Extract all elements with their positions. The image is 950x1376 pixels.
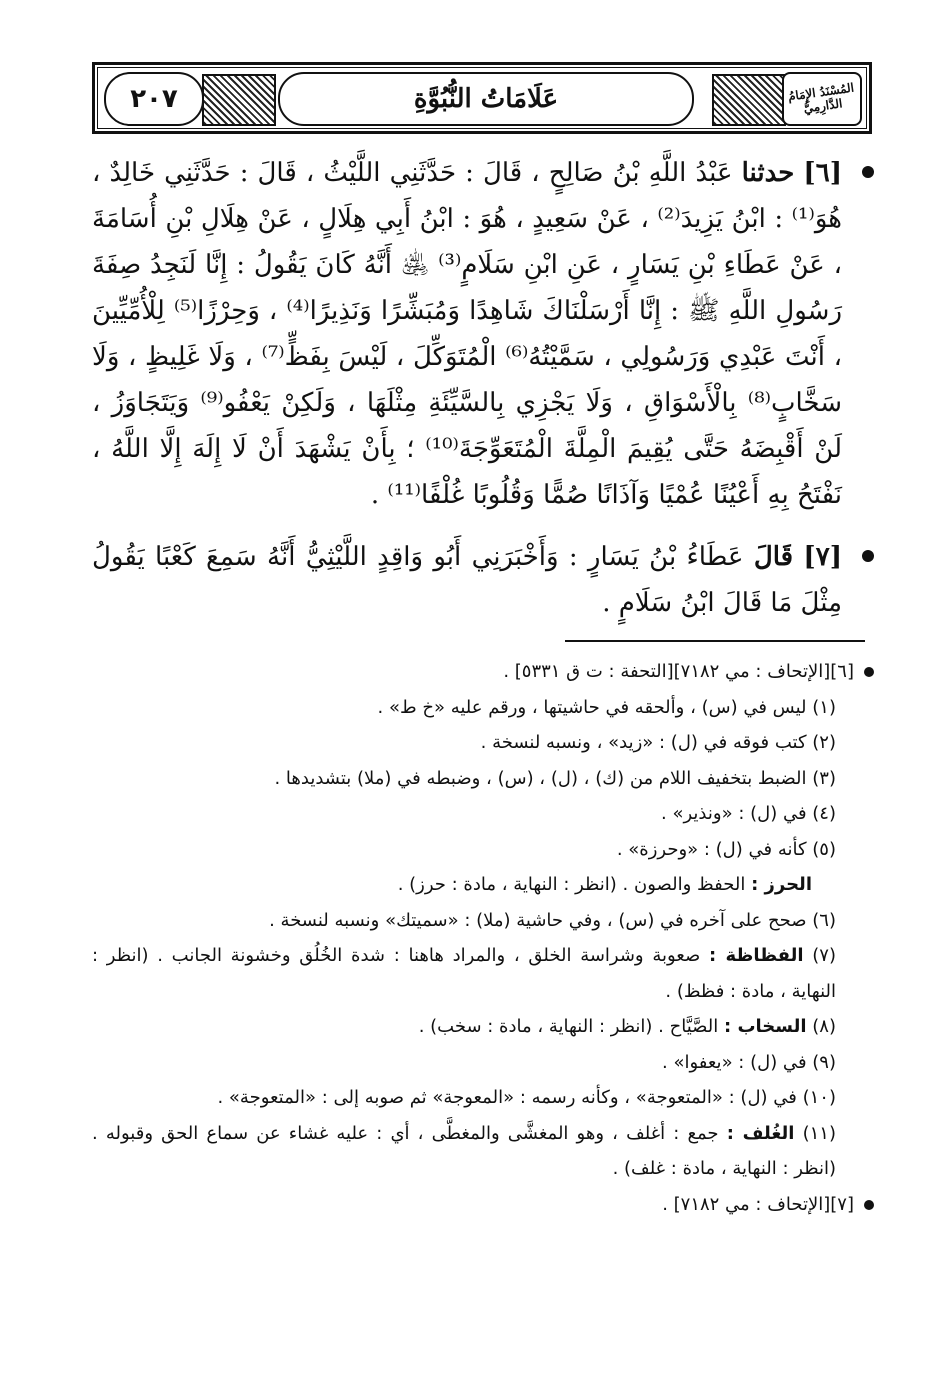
- gloss-text: الحفظ والصون . (انظر : النهاية ، مادة : حرز) .: [397, 874, 746, 895]
- hadith-lead: حدثنا: [741, 158, 795, 188]
- footnote-text: (٥) كأنه في (ل) : «وحرزة» .: [616, 838, 836, 860]
- bullet-icon: [864, 1200, 874, 1210]
- footnote-number: (٧): [812, 945, 836, 966]
- footnote-4: [92, 796, 872, 832]
- seal-text: المُسْنَدُ الإِمَامُ الدَّارِمِيُّ: [787, 80, 855, 116]
- gloss-text: الصَّيَّاح . (انظر : النهاية ، مادة : سخب) .: [418, 1016, 719, 1037]
- ornament-right: [712, 74, 786, 126]
- footnote-divider: [565, 640, 865, 642]
- hadith-6: [92, 150, 872, 518]
- footnote-text: [٦][الإتحاف : مي ٧١٨٢][التحفة : ت ق ٥٣٣١] .: [503, 661, 854, 682]
- footnote-3: [92, 761, 872, 797]
- gloss-text: جمع : أغلف ، وهو المغشَّى والمغطَّى ، أي : عليه غشاء عن سماع الحق وقبوله . (انظر : النهاية ، مادة : غلف) .: [92, 1122, 836, 1179]
- footnote-ref-6: [92, 654, 872, 690]
- footnote-number: (١١): [802, 1122, 836, 1144]
- bullet-icon: [864, 667, 874, 677]
- ornament-left: [202, 74, 276, 126]
- footnote-8: [92, 1009, 872, 1045]
- hadith-text: عَطَاءُ بْنُ يَسَارٍ : وَأَخْبَرَنِي أَبُو وَاقِدٍ اللَّيْثِيُّ أَنَّهُ سَمِعَ كَعْبًا يَقُولُ مِثْلَ مَا قَالَ ابْنُ سَلَامٍ .: [92, 542, 842, 618]
- footnote-text: (٣) الضبط بتخفيف اللام من (ك) ، (ل) ، (س) ، وضبطه في (ملا) بتشديدها .: [274, 767, 836, 789]
- footnote-ref-7: [92, 1187, 872, 1223]
- footnote-9: [92, 1045, 872, 1081]
- hadith-lead: قَالَ: [753, 542, 794, 572]
- gloss-term: الغُلف :: [726, 1122, 795, 1144]
- footnote-10: [92, 1080, 872, 1116]
- page-number: ٢٠٧: [130, 84, 178, 114]
- footnote-7: [92, 938, 872, 1009]
- footnote-number: (٨): [812, 1016, 836, 1037]
- running-header: [92, 62, 872, 134]
- footnote-2: [92, 725, 872, 761]
- footnote-6: [92, 903, 872, 939]
- hadith-7: [92, 534, 872, 626]
- bullet-icon: [862, 550, 874, 562]
- footnote-5: [92, 832, 872, 868]
- hadith-text: عَبْدُ اللَّهِ بْنُ صَالِحٍ ، قَالَ : حَدَّثَنِي اللَّيْثُ ، قَالَ : حَدَّثَنِي خَالِدٌ ، هُوَ⁽¹⁾ : ابْنُ يَزِيدَ⁽²⁾ ، عَنْ سَعِيدٍ ، هُوَ : ابْنُ أَبِي هِلَالٍ ، عَنْ هِلَالِ بْنِ أُسَامَةَ ، عَنْ عَطَاءِ بْنِ يَسَارٍ ، عَنِ ابْنِ سَلَامٍ⁽³⁾ ﵁ أَنَّهُ كَانَ يَقُولُ : إِنَّا لَنَجِدُ صِفَةَ رَسُولِ اللَّهِ ﷺ : إِنَّا أَرْسَلْنَاكَ شَاهِدًا وَمُبَشِّرًا وَنَذِيرًا⁽⁴⁾ ، وَحِرْزًا⁽⁵⁾ لِلْأُمِّيِّينَ ، أَنْتَ عَبْدِي وَرَسُولِي ، سَمَّيْتُهُ⁽⁶⁾ الْمُتَوَكِّلَ ، لَيْسَ بِفَظٍّ⁽⁷⁾ ، وَلَا غَلِيظٍ ، وَلَا سَخَّابٍ⁽⁸⁾ بِالْأَسْوَاقِ ، وَلَا يَجْزِي بِالسَّيِّئَةِ مِثْلَهَا ، وَلَكِنْ يَعْفُو⁽⁹⁾ وَيَتَجَاوَزُ ، لَنْ أَقْبِضَهُ حَتَّى يُقِيمَ الْمِلَّةَ الْمُتَعَوِّجَةَ⁽¹⁰⁾ ؛ بِأَنْ يَشْهَدَ أَنْ لَا إِلَهَ إِلَّا اللَّهُ ، نَفْتَحُ بِهِ أَعْيُنًا عُمْيًا وَآذَانًا صُمًّا وَقُلُوبًا غُلْفًا⁽¹¹⁾ .: [92, 158, 842, 510]
- footnote-text: (١) ليس في (س) ، وألحقه في حاشيتها ، ورقم عليه «خ ط» .: [377, 696, 836, 718]
- hadith-number: [٧]: [803, 542, 842, 572]
- gloss-term: السخاب :: [724, 1016, 807, 1037]
- footnote-text: [٧][الإتحاف : مي ٧١٨٢] .: [662, 1193, 854, 1215]
- gloss-term: الفظاظة :: [709, 945, 804, 966]
- footnote-text: (٢) كتب فوقه في (ل) : «زيد» ، ونسبه لنسخة .: [480, 732, 836, 753]
- title-cartouche: [278, 72, 694, 126]
- seal-logo: [782, 72, 862, 126]
- footnote-text: (٤) في (ل) : «ونذير» .: [661, 803, 836, 824]
- page-number-cartouche: [104, 72, 204, 126]
- footnote-text: (١٠) في (ل) : «المتعوجة» ، وكأنه رسمه : «المعوجة» ثم صوبه إلى : «المتعوجة» .: [217, 1087, 836, 1108]
- gloss-text: صعوبة وشراسة الخلق ، والمراد هاهنا : شدة الخُلُق وخشونة الجانب . (انظر : النهاية ، مادة : فظظ) .: [92, 945, 836, 1002]
- footnote-text: (٦) صحح على آخره في (س) ، وفي حاشية (ملا) : «سميتك» ونسبه لنسخة .: [269, 909, 836, 931]
- gloss-term: الحرز :: [751, 874, 812, 895]
- footnote-text: (٩) في (ل) : «يعفوا» .: [662, 1051, 836, 1073]
- bullet-icon: [862, 166, 874, 178]
- running-title: عَلَامَاتُ النُّبُوَّةِ: [413, 84, 559, 114]
- footnotes: [92, 654, 872, 1222]
- footnote-1: [92, 690, 872, 726]
- footnote-5-gloss: [92, 867, 872, 903]
- main-text: [92, 150, 872, 626]
- hadith-number: [٦]: [803, 158, 843, 188]
- footnote-11: [92, 1116, 872, 1187]
